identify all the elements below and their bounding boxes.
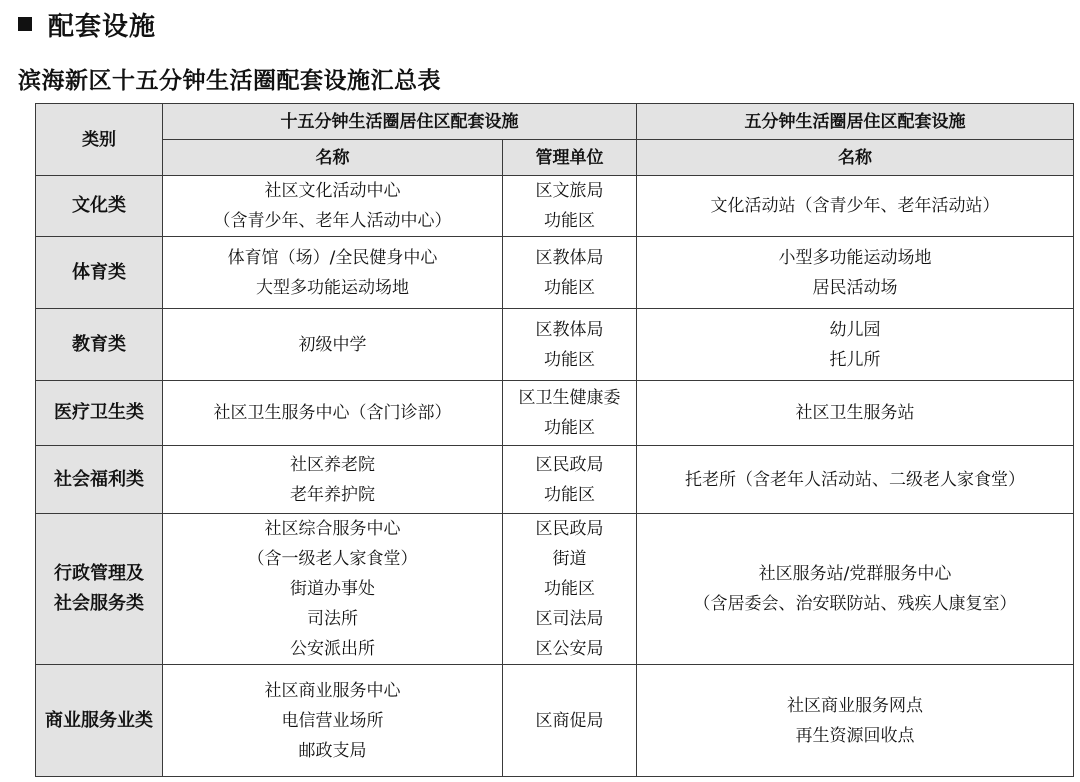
section-heading-text: 配套设施 xyxy=(48,11,157,42)
category-cell xyxy=(36,446,163,514)
cell-line: 区公安局 xyxy=(535,639,604,659)
five-min-name-cell xyxy=(637,665,1074,777)
five-min-name-cell xyxy=(637,514,1074,665)
square-bullet-icon xyxy=(18,17,32,31)
management-unit-cell xyxy=(503,446,637,514)
category-cell xyxy=(36,381,163,446)
cell-line: 区卫生健康委 xyxy=(518,388,621,408)
cell-line: 文化活动站（含青少年、老年活动站） xyxy=(710,196,1000,216)
management-unit-cell xyxy=(503,665,637,777)
fifteen-min-name-cell xyxy=(163,665,503,777)
five-min-name-cell xyxy=(637,309,1074,381)
cell-line: 功能区 xyxy=(544,211,595,231)
category-cell xyxy=(36,237,163,309)
cell-line: 功能区 xyxy=(544,418,595,438)
cell-line: （含居委会、治安联防站、残疾人康复室） xyxy=(693,594,1017,614)
cell-line: 区民政局 xyxy=(535,519,604,539)
management-unit-cell xyxy=(503,176,637,237)
cell-line: 托老所（含老年人活动站、二级老人家食堂） xyxy=(685,469,1025,490)
cell-line: 小型多功能运动场地 xyxy=(778,247,932,268)
cell-line: （含一级老人家食堂） xyxy=(247,549,418,569)
fifteen-min-name-cell xyxy=(163,381,503,446)
header-name: 名称 xyxy=(163,140,503,176)
table-row xyxy=(36,176,1074,237)
cell-line: 幼儿园 xyxy=(829,319,881,340)
facilities-summary-table xyxy=(35,103,1074,777)
fifteen-min-name-cell xyxy=(163,309,503,381)
cell-line: 功能区 xyxy=(544,484,595,505)
fifteen-min-name-cell xyxy=(163,514,503,665)
cell-line: 再生资源回收点 xyxy=(795,725,915,746)
table-title: 滨海新区十五分钟生活圈配套设施汇总表 xyxy=(18,68,441,94)
cell-line: 功能区 xyxy=(544,349,595,370)
table-row xyxy=(36,514,1074,665)
header-category: 类别 xyxy=(36,104,163,176)
cell-line: 区司法局 xyxy=(535,609,604,629)
management-unit-cell xyxy=(503,237,637,309)
header-five-min-group: 五分钟生活圈居住区配套设施 xyxy=(637,104,1074,140)
cell-line: 大型多功能运动场地 xyxy=(256,277,409,298)
cell-line: 社会福利类 xyxy=(54,468,144,490)
cell-line: 电信营业场所 xyxy=(281,710,384,731)
cell-line: 司法所 xyxy=(307,609,358,629)
cell-line: 街道办事处 xyxy=(290,579,375,599)
fifteen-min-name-cell xyxy=(163,446,503,514)
five-min-name-cell xyxy=(637,176,1074,237)
cell-line: 体育类 xyxy=(72,261,126,283)
cell-line: 社区综合服务中心 xyxy=(264,519,401,539)
cell-line: 功能区 xyxy=(544,579,595,599)
category-cell xyxy=(36,514,163,665)
fifteen-min-name-cell xyxy=(163,176,503,237)
five-min-name-cell xyxy=(637,381,1074,446)
cell-line: 初级中学 xyxy=(298,334,367,355)
table-row xyxy=(36,237,1074,309)
category-cell xyxy=(36,665,163,777)
table-row xyxy=(36,381,1074,446)
cell-line: 社区卫生服务中心（含门诊部） xyxy=(213,403,452,423)
cell-line: 老年养护院 xyxy=(290,484,375,505)
cell-line: 托儿所 xyxy=(829,349,881,370)
cell-line: 文化类 xyxy=(72,195,126,216)
table-row xyxy=(36,665,1074,777)
five-min-name-cell xyxy=(637,237,1074,309)
cell-line: 社区服务站/党群服务中心 xyxy=(758,564,952,584)
cell-line: 区教体局 xyxy=(535,319,604,340)
cell-line: 居民活动场 xyxy=(812,277,898,298)
table-body xyxy=(36,176,1074,777)
cell-line: 社区卫生服务站 xyxy=(795,403,915,423)
cell-line: 区文旅局 xyxy=(535,181,604,201)
cell-line: 商业服务业类 xyxy=(45,709,153,731)
cell-line: 体育馆（场）/全民健身中心 xyxy=(227,247,438,268)
cell-line: 区教体局 xyxy=(535,247,604,268)
cell-line: 社区商业服务网点 xyxy=(787,695,923,716)
section-heading xyxy=(18,4,156,44)
cell-line: 社会服务类 xyxy=(54,593,144,614)
cell-line: 公安派出所 xyxy=(290,639,375,659)
five-min-name-cell xyxy=(637,446,1074,514)
header-five-name: 名称 xyxy=(637,140,1074,176)
cell-line: 街道 xyxy=(552,549,587,569)
cell-line: 社区文化活动中心 xyxy=(264,181,401,201)
fifteen-min-name-cell xyxy=(163,237,503,309)
header-fifteen-min-group: 十五分钟生活圈居住区配套设施 xyxy=(163,104,637,140)
cell-line: 邮政支局 xyxy=(298,740,367,761)
cell-line: 教育类 xyxy=(72,333,126,355)
table-row xyxy=(36,446,1074,514)
cell-line: 医疗卫生类 xyxy=(54,402,144,423)
category-cell xyxy=(36,176,163,237)
cell-line: 功能区 xyxy=(544,277,595,298)
management-unit-cell xyxy=(503,309,637,381)
cell-line: 行政管理及 xyxy=(54,563,144,584)
cell-line: 社区养老院 xyxy=(290,454,375,475)
table-row xyxy=(36,309,1074,381)
management-unit-cell xyxy=(503,381,637,446)
category-cell xyxy=(36,309,163,381)
cell-line: 区民政局 xyxy=(535,454,604,475)
header-management: 管理单位 xyxy=(503,140,637,176)
cell-line: （含青少年、老年人活动中心） xyxy=(213,211,452,231)
cell-line: 社区商业服务中心 xyxy=(264,680,401,701)
management-unit-cell xyxy=(503,514,637,665)
cell-line: 区商促局 xyxy=(535,710,604,731)
